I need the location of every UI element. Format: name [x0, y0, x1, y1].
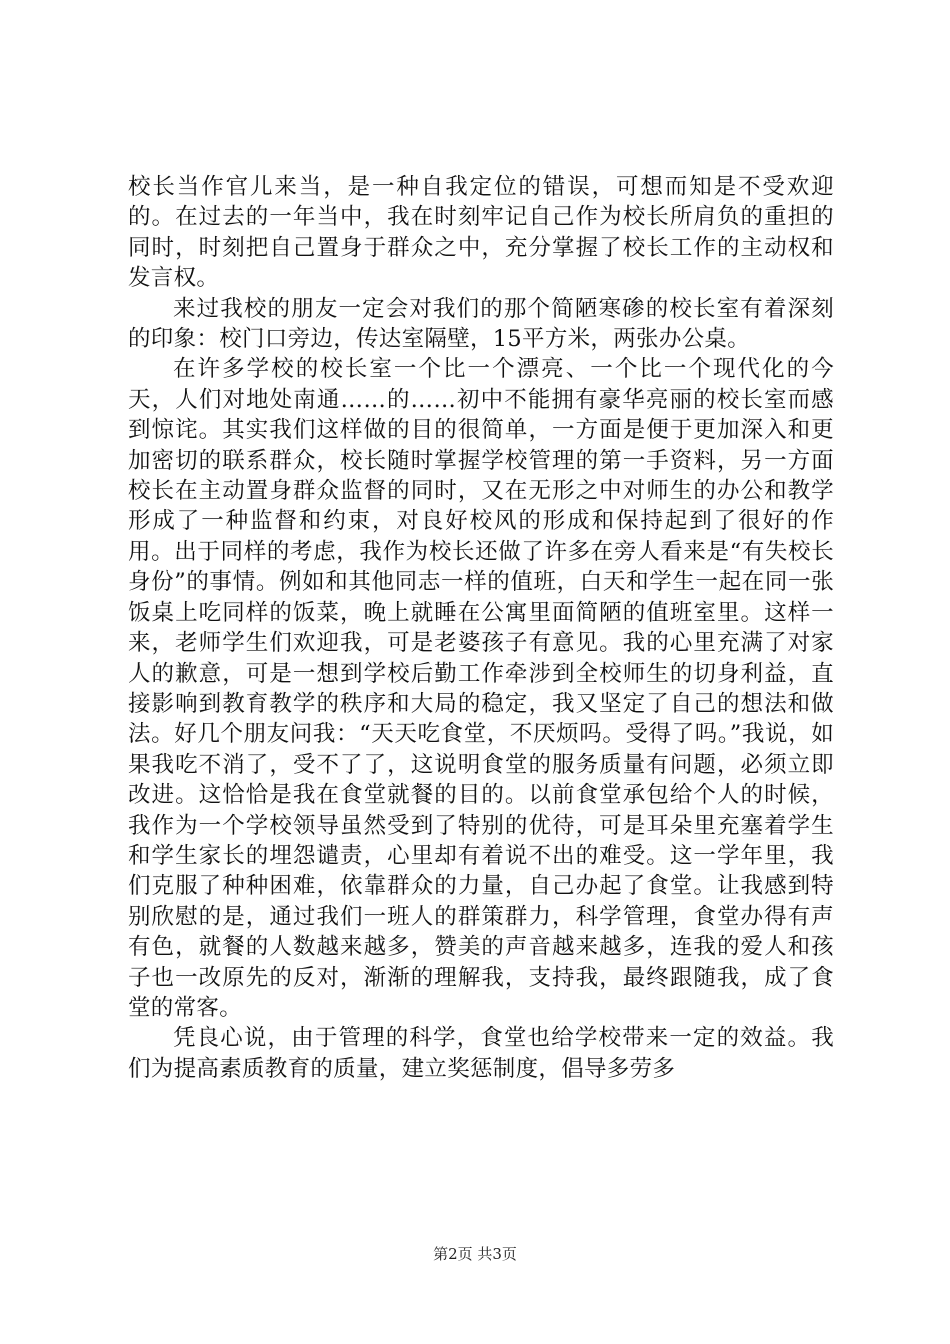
- paragraph-principal-office: 来过我校的朋友一定会对我们的那个简陋寒碜的校长室有着深刻的印象：校门口旁边，传达室隔壁，15平方米，两张办公桌。: [128, 295, 834, 353]
- paragraph-canteen: 在许多学校的校长室一个比一个漂亮、一个比一个现代化的今天，人们对地处南通……的……初中不能拥有豪华亮丽的校长室而感到惊诧。其实我们这样做的目的很简单，一方面是便于更加深入和更加密切的联系群众，校长随时掌握学校管理的第一手资料，另一方面校长在主动置身群众监督的同时，又在无形之中对师生的办公和教学形成了一种监督和约束，对良好校风的形成和保持起到了很好的作用。出于同样的考虑，我作为校长还做了许多在旁人看来是“有失校长身份”的事情。例如和其他同志一样的值班，白天和学生一起在同一张饭桌上吃同样的饭菜，晚上就睡在公寓里面简陋的值班室里。这样一来，老师学生们欢迎我，可是老婆孩子有意见。我的心里充满了对家人的歉意，可是一想到学校后勤工作牵涉到全校师生的切身利益，直接影响到教育教学的秩序和大局的稳定，我又坚定了自己的想法和做法。好几个朋友问我：“天天吃食堂，不厌烦吗。受得了吗。”我说，如果我吃不消了，受不了了，这说明食堂的服务质量有问题，必须立即改进。这恰恰是我在食堂就餐的目的。以前食堂承包给个人的时候，我作为一个学校领导虽然受到了特别的优待，可是耳朵里充塞着学生和学生家长的埋怨谴责，心里却有着说不出的难受。这一学年里，我们克服了种种困难，依靠群众的力量，自己办起了食堂。让我感到特别欣慰的是，通过我们一班人的群策群力，科学管理，食堂办得有声有色，就餐的人数越来越多，赞美的声音越来越多，连我的爱人和孩子也一改原先的反对，渐渐的理解我，支持我，最终跟随我，成了食堂的常客。: [128, 356, 834, 1021]
- document-body: [128, 172, 834, 1084]
- page-footer: 第2页 共3页: [433, 1245, 517, 1263]
- paragraph-continuation: 校长当作官儿来当，是一种自我定位的错误，可想而知是不受欢迎的。在过去的一年当中，我在时刻牢记自己作为校长所肩负的重担的同时，时刻把自己置身于群众之中，充分掌握了校长工作的主动权和发言权。: [128, 174, 834, 292]
- paragraph-benefits: 凭良心说，由于管理的科学，食堂也给学校带来一定的效益。我们为提高素质教育的质量，建立奖惩制度，倡导多劳多: [128, 1025, 834, 1082]
